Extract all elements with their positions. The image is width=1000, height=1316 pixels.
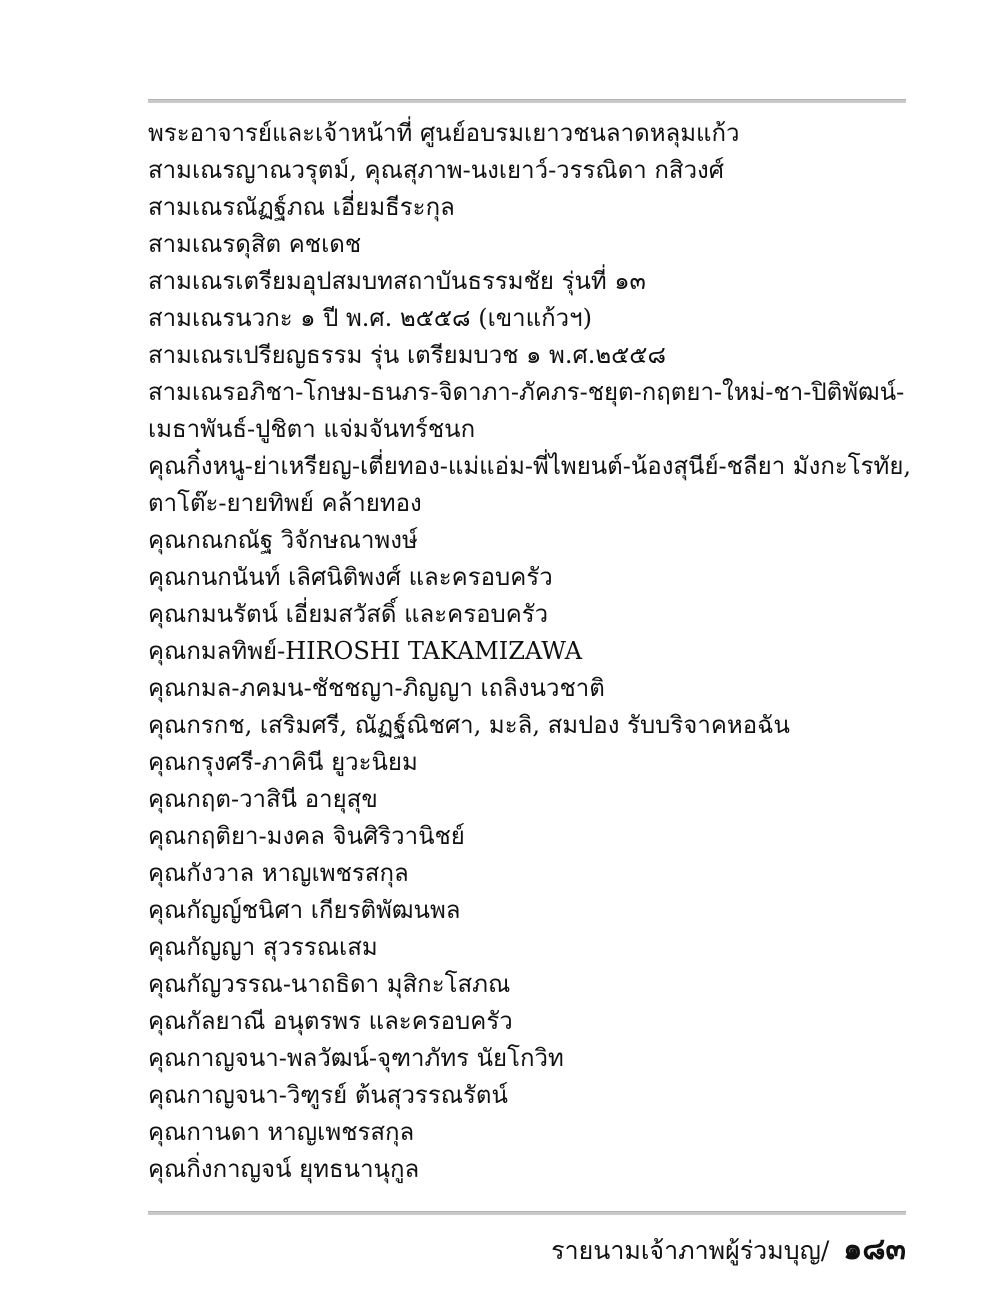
bottom-rule: [148, 1211, 906, 1215]
list-item: สามเณรนวกะ ๑ ปี พ.ศ. ๒๕๕๘ (เขาแก้วฯ): [148, 304, 592, 332]
list-item: ตาโต๊ะ-ยายทิพย์ คล้ายทอง: [148, 489, 422, 517]
list-item: คุณกฤต-วาสินี อายุสุข: [148, 785, 378, 813]
list-item: คุณกัญญา สุวรรณเสม: [148, 933, 378, 961]
list-item: สามเณรเปรียญธรรม รุ่น เตรียมบวช ๑ พ.ศ.๒๕๕๘: [148, 341, 666, 369]
list-item: คุณกรุงศรี-ภาคินี ยูวะนิยม: [148, 748, 418, 776]
footer-caption: รายนามเจ้าภาพผู้ร่วมบุญ/: [551, 1236, 830, 1265]
list-item: สามเณรอภิชา-โกษม-ธนภร-จิดาภา-ภัคภร-ชยุต-กฤตยา-ใหม่-ชา-ปิติพัฒน์-: [148, 378, 905, 406]
list-item: คุณกมนรัตน์ เอี่ยมสวัสดิ์ และครอบครัว: [148, 600, 549, 628]
list-item: คุณกานดา หาญเพชรสกุล: [148, 1118, 415, 1146]
list-item: คุณกัญวรรณ-นาถธิดา มุสิกะโสภณ: [148, 970, 511, 998]
list-item: คุณกนกนันท์ เลิศนิติพงศ์ และครอบครัว: [148, 563, 553, 591]
list-item: คุณกิ่งกาญจน์ ยุทธนานุกูล: [148, 1155, 420, 1183]
page-number: ๑๘๓: [843, 1232, 906, 1267]
list-item: คุณกฤติยา-มงคล จินศิริวานิชย์: [148, 822, 465, 850]
list-item: สามเณรเตรียมอุปสมบทสถาบันธรรมชัย รุ่นที่ ๑๓: [148, 267, 646, 295]
list-item: คุณกาญจนา-วิฑูรย์ ต้นสุวรรณรัตน์: [148, 1081, 508, 1109]
list-item: คุณกัลยาณี อนุตรพร และครอบครัว: [148, 1007, 513, 1035]
list-item: คุณกาญจนา-พลวัฒน์-จุฑาภัทร นัยโกวิท: [148, 1044, 564, 1072]
list-item: คุณกมล-ภคมน-ชัชชญา-ภิญญา เถลิงนวชาติ: [148, 674, 605, 702]
list-item: คุณกัญญ์ชนิศา เกียรติพัฒนพล: [148, 896, 461, 924]
top-rule: [148, 99, 906, 103]
list-item: คุณกิ๋งหนู-ย่าเหรียญ-เตี่ยทอง-แม่แอ่ม-พี่ไพยนต์-น้องสุนีย์-ชลียา มังกะโรทัย,: [148, 452, 912, 480]
list-item: คุณกังวาล หาญเพชรสกุล: [148, 859, 409, 887]
list-item: คุณกณกณัฐ วิจักษณาพงษ์: [148, 526, 418, 554]
list-item: สามเณรญาณวรุตม์, คุณสุภาพ-นงเยาว์-วรรณิดา กสิวงศ์: [148, 156, 724, 184]
list-item: สามเณรณัฏฐ์ภณ เอี่ยมธีระกุล: [148, 193, 455, 221]
list-item: เมธาพันธ์-ปูชิตา แจ่มจันทร์ชนก: [148, 415, 476, 443]
list-item: คุณกมลทิพย์-HIROSHI TAKAMIZAWA: [148, 637, 583, 665]
list-item: สามเณรดุสิต คชเดช: [148, 230, 362, 258]
donor-list: [148, 115, 918, 1188]
list-item: พระอาจารย์และเจ้าหน้าที่ ศูนย์อบรมเยาวชนลาดหลุมแก้ว: [148, 119, 740, 147]
page-footer: [551, 1228, 906, 1272]
list-item: คุณกรกช, เสริมศรี, ณัฏฐ์ณิชศา, มะลิ, สมปอง รับบริจาคหอฉัน: [148, 711, 790, 739]
